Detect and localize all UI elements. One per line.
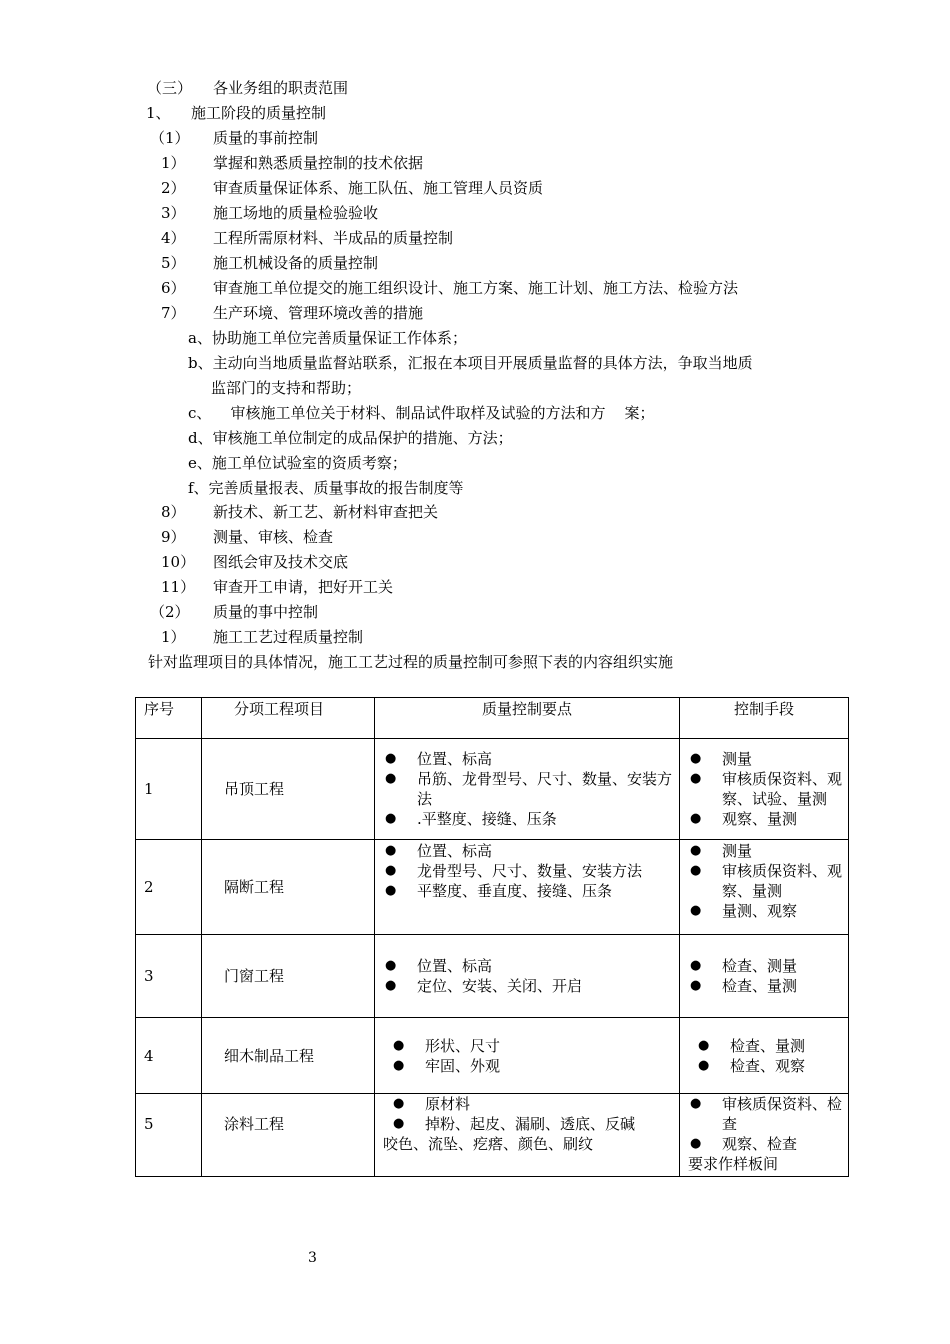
bullet-point: ● 测量 [688,841,848,861]
control-points-tail: 咬色、流坠、疙瘩、颜色、刷纹 [383,1135,594,1153]
header-means: 控制手段 [680,698,849,739]
control-points [383,841,679,901]
bullet-point: ● 检查、测量 [688,956,848,976]
bullet-point: ● 龙骨型号、尺寸、数量、安装方法 [383,861,679,881]
measure-item: 监部门的支持和帮助； [211,379,362,397]
bullet-point: ● 检查、量测 [688,1036,848,1056]
list-item: 1） 施工工艺过程质量控制 [161,628,364,646]
bullet-point: ● 观察、量测 [688,809,848,829]
table-header-row [136,698,849,739]
list-item: 8） 新技术、新工艺、新材料审查把关 [161,503,439,521]
bullet-point: ● 位置、标高 [383,956,679,976]
table-row [136,840,849,935]
row-no: 5 [136,1094,202,1177]
measure-item: b、主动向当地质量监督站联系，汇报在本项目开展质量监督的具体方法，争取当地质 [188,354,753,372]
bullet-point: ● 形状、尺寸 [383,1036,679,1056]
row-name: 吊顶工程 [202,739,375,840]
list-item: 2） 审查质量保证体系、施工队伍、施工管理人员资质 [161,179,544,197]
bullet-point: ● 平整度、垂直度、接缝、压条 [383,881,679,901]
table-row [136,935,849,1018]
control-means [688,1094,848,1154]
control-means [688,956,848,996]
table-row [136,1094,849,1177]
list-item: 7） 生产环境、管理环境改善的措施 [161,304,424,322]
subsection-num: （1） [150,129,190,147]
bullet-point: ● 观察、检查 [688,1134,848,1154]
list-item: 1） 掌握和熟悉质量控制的技术依据 [161,154,424,172]
list-item: 9） 测量、审核、检查 [161,528,334,546]
list-item: 6） 审查施工单位提交的施工组织设计、施工方案、施工计划、施工方法、检验方法 [161,279,739,297]
control-means [688,1036,848,1076]
header-points: 质量控制要点 [375,698,680,739]
row-no: 3 [136,935,202,1018]
heading [147,76,348,101]
bullet-point: ● 位置、标高 [383,749,679,769]
row-no: 1 [136,739,202,840]
bullet-point: ● 吊筋、龙骨型号、尺寸、数量、安装方法 [383,769,679,809]
bullet-point: ● 牢固、外观 [383,1056,679,1076]
bullet-point: ● 量测、观察 [688,901,848,921]
subsection-title: （2） 质量的事中控制 [150,603,319,621]
control-means [688,841,848,921]
row-name: 隔断工程 [202,840,375,935]
list-item: 4） 工程所需原材料、半成品的质量控制 [161,229,454,247]
table-row [136,739,849,840]
control-means [688,749,848,829]
bullet-point: ● 定位、安装、关闭、开启 [383,976,679,996]
bullet-point: ● 检查、观察 [688,1056,848,1076]
quality-control-table [135,697,849,1177]
list-item: 11） 审查开工申请，把好开工关 [161,578,394,596]
measure-item: f、完善质量报表、质量事故的报告制度等 [188,479,464,497]
measure-item: a、协助施工单位完善质量保证工作体系； [188,329,467,347]
subsection-text: 质量的事前控制 [213,129,319,147]
row-no: 2 [136,840,202,935]
bullet-point: ● 审核质保资料、观察、试验、量测 [688,769,848,809]
control-means-tail: 要求作样板间 [688,1155,779,1173]
subsection-title [150,126,318,151]
bullet-point: ● 审核质保资料、检查 [688,1094,848,1134]
list-item: 10） 图纸会审及技术交底 [161,553,349,571]
row-name: 门窗工程 [202,935,375,1018]
row-name: 细木制品工程 [202,1018,375,1094]
table-row [136,1018,849,1094]
control-points [383,749,679,829]
bullet-point: ● 审核质保资料、观察、量测 [688,861,848,901]
bullet-point: ● 掉粉、起皮、漏刷、透底、反碱 [383,1114,679,1134]
list-item: 5） 施工机械设备的质量控制 [161,254,379,272]
bullet-point: ● 原材料 [383,1094,679,1114]
heading-text: 各业务组的职责范围 [213,79,349,97]
measure-item: c、 审核施工单位关于材料、制品试件取样及试验的方法和方 案； [188,404,655,422]
control-points [383,1036,679,1076]
page-number: 3 [308,1250,317,1266]
bullet-point: ● 检查、量测 [688,976,848,996]
row-no: 4 [136,1018,202,1094]
section-num: 1、 [146,104,171,122]
row-name: 涂料工程 [202,1094,375,1177]
section-text: 施工阶段的质量控制 [191,104,327,122]
intro-paragraph: 针对监理项目的具体情况，施工工艺过程的质量控制可参照下表的内容组织实施 [148,653,674,671]
heading-num: （三） [147,79,193,97]
section-title [146,101,326,126]
bullet-point: ● .平整度、接缝、压条 [383,809,679,829]
control-points [383,1094,679,1134]
bullet-point: ● 测量 [688,749,848,769]
control-points [383,956,679,996]
header-no: 序号 [136,698,202,739]
list-item: 3） 施工场地的质量检验验收 [161,204,379,222]
measure-item: e、施工单位试验室的资质考察； [188,454,407,472]
header-name: 分项工程项目 [202,698,375,739]
measure-item: d、审核施工单位制定的成品保护的措施、方法； [188,429,513,447]
bullet-point: ● 位置、标高 [383,841,679,861]
